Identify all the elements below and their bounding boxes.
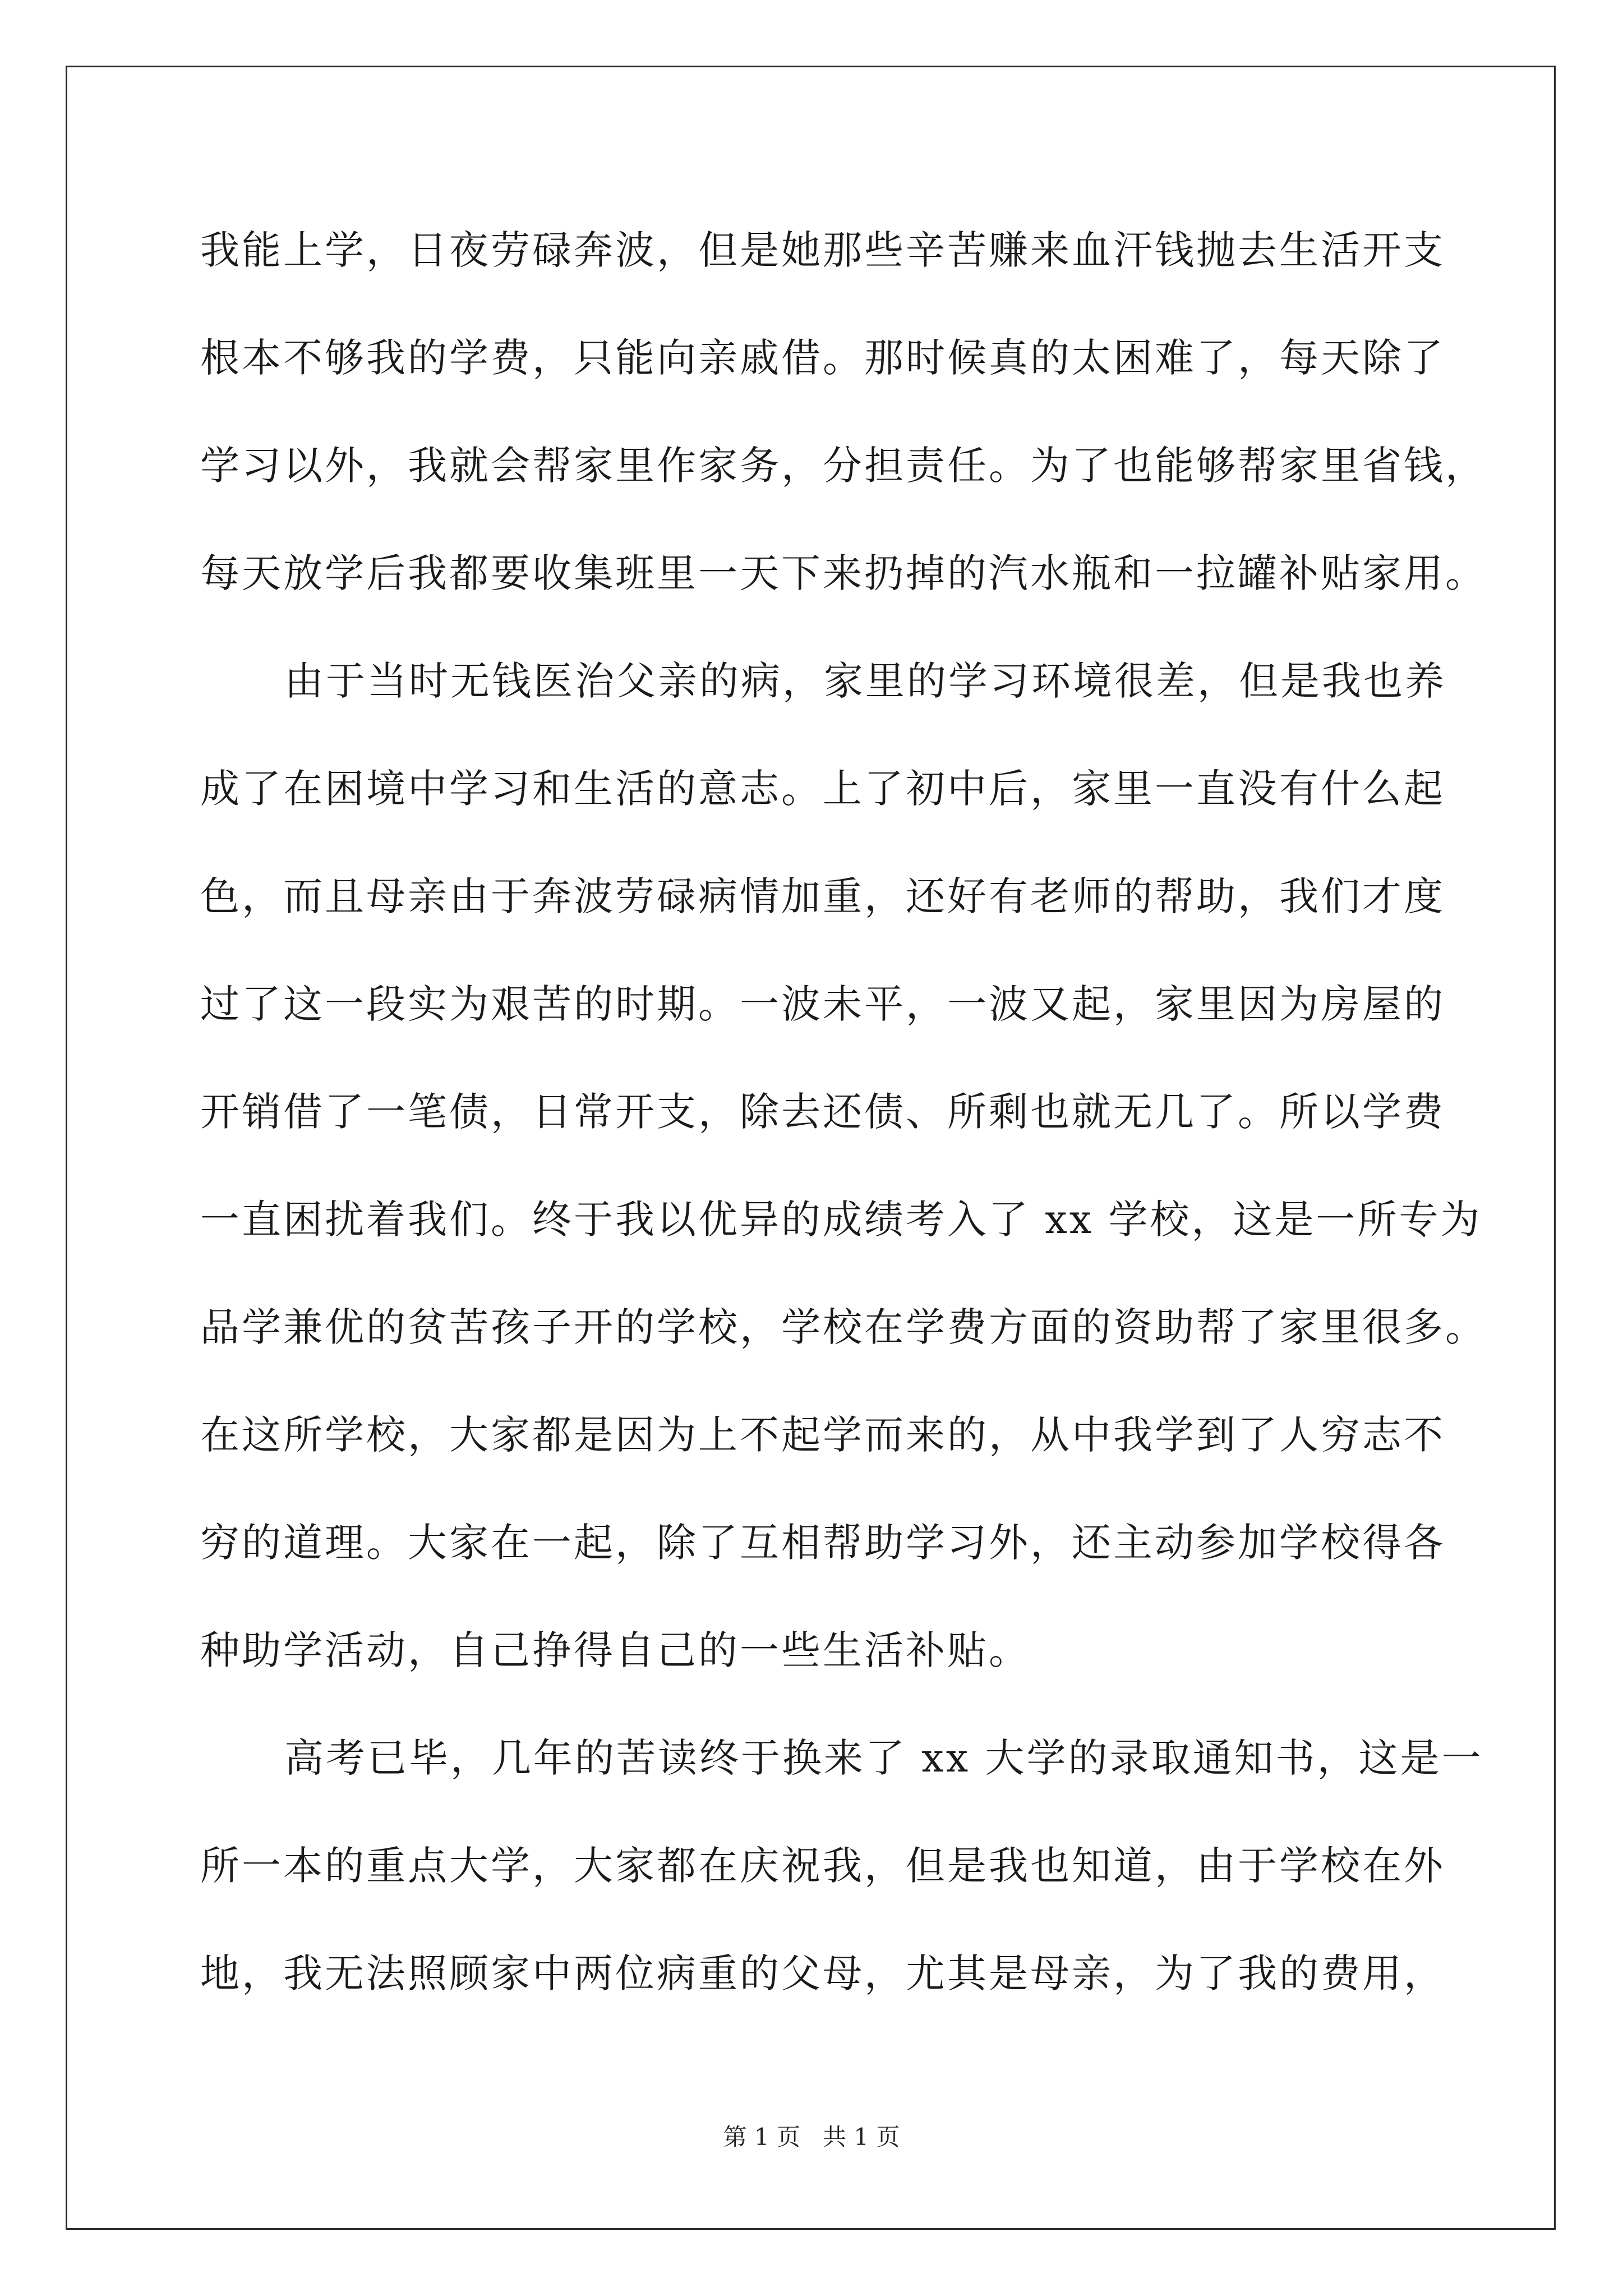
text-line: 所一本的重点大学，大家都在庆祝我，但是我也知道，由于学校在外 (200, 1843, 1445, 1889)
text-line: 色，而且母亲由于奔波劳碌病情加重，还好有老师的帮助，我们才度 (200, 873, 1445, 919)
text-line: 在这所学校，大家都是因为上不起学而来的，从中我学到了人穷志不 (200, 1412, 1445, 1458)
paragraph-first-line: 由于当时无钱医治父亲的病，家里的学习环境很差，但是我也养 (284, 658, 1446, 704)
text-line: 穷的道理。大家在一起，除了互相帮助学习外，还主动参加学校得各 (200, 1520, 1445, 1566)
text-line: 我能上学，日夜劳碌奔波，但是她那些辛苦赚来血汗钱抛去生活开支 (200, 227, 1445, 273)
text-line: 成了在困境中学习和生活的意志。上了初中后，家里一直没有什么起 (200, 766, 1445, 812)
text-line: 一直困扰着我们。终于我以优异的成绩考入了 xx 学校，这是一所专为 (200, 1197, 1482, 1243)
page-number: 第 1 页 (723, 2123, 800, 2151)
text-line: 每天放学后我都要收集班里一天下来扔掉的汽水瓶和一拉罐补贴家用。 (200, 550, 1487, 596)
document-body (200, 213, 1487, 2044)
text-line: 品学兼优的贫苦孩子开的学校，学校在学费方面的资助帮了家里很多。 (200, 1304, 1487, 1350)
text-line: 学习以外，我就会帮家里作家务，分担责任。为了也能够帮家里省钱， (200, 443, 1487, 489)
text-line: 开销借了一笔债，日常开支，除去还债、所剩也就无几了。所以学费 (200, 1089, 1445, 1135)
text-line: 过了这一段实为艰苦的时期。一波未平，一波又起，家里因为房屋的 (200, 981, 1445, 1027)
text-line: 地，我无法照顾家中两位病重的父母，尤其是母亲，为了我的费用， (200, 1950, 1445, 1996)
text-line: 根本不够我的学费，只能向亲戚借。那时候真的太困难了，每天除了 (200, 335, 1445, 381)
paragraph-first-line: 高考已毕，几年的苦读终于换来了 xx 大学的录取通知书，这是一 (284, 1735, 1483, 1781)
page-total: 共 1 页 (823, 2123, 900, 2151)
text-line: 种助学活动，自己挣得自己的一些生活补贴。 (200, 1627, 1030, 1673)
page-footer (0, 2120, 1623, 2154)
